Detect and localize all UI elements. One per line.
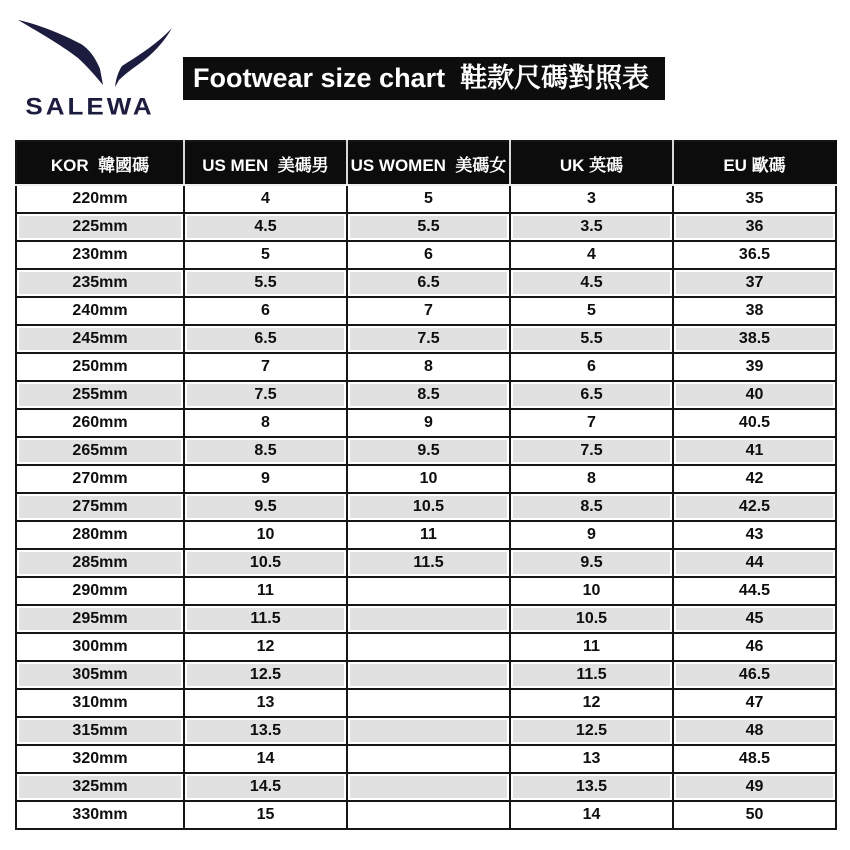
table-row (16, 185, 836, 213)
size-cell: 220mm (16, 185, 184, 213)
size-cell: 12.5 (184, 661, 347, 689)
size-cell (347, 605, 510, 633)
size-cell: 48 (673, 717, 836, 745)
size-cell: 11 (184, 577, 347, 605)
size-cell: 260mm (16, 409, 184, 437)
size-cell: 8 (184, 409, 347, 437)
size-cell: 47 (673, 689, 836, 717)
size-cell: 48.5 (673, 745, 836, 773)
salewa-logo (15, 8, 175, 122)
size-cell: 15 (184, 801, 347, 829)
size-cell: 7 (347, 297, 510, 325)
size-cell: 6 (510, 353, 673, 381)
size-cell: 4.5 (184, 213, 347, 241)
size-cell: 270mm (16, 465, 184, 493)
size-cell: 13.5 (510, 773, 673, 801)
size-cell: 250mm (16, 353, 184, 381)
table-row (16, 269, 836, 297)
table-row (16, 353, 836, 381)
size-cell: 295mm (16, 605, 184, 633)
size-cell: 330mm (16, 801, 184, 829)
size-cell: 5 (347, 185, 510, 213)
size-cell: 38 (673, 297, 836, 325)
size-cell: 5 (184, 241, 347, 269)
size-cell: 9.5 (184, 493, 347, 521)
table-row (16, 773, 836, 801)
size-cell: 9 (510, 521, 673, 549)
size-cell: 40 (673, 381, 836, 409)
column-header-eu: EU 歐碼 (673, 141, 836, 185)
table-row (16, 213, 836, 241)
size-cell: 9.5 (347, 437, 510, 465)
size-cell: 305mm (16, 661, 184, 689)
size-cell (347, 633, 510, 661)
size-cell (347, 745, 510, 773)
size-cell (347, 773, 510, 801)
size-cell: 35 (673, 185, 836, 213)
size-cell: 245mm (16, 325, 184, 353)
size-cell: 8 (347, 353, 510, 381)
size-cell: 240mm (16, 297, 184, 325)
size-cell: 14.5 (184, 773, 347, 801)
size-cell: 4 (184, 185, 347, 213)
size-cell: 44.5 (673, 577, 836, 605)
size-cell: 13.5 (184, 717, 347, 745)
size-cell: 280mm (16, 521, 184, 549)
column-header-kor: KOR 韓國碼 (16, 141, 184, 185)
table-row (16, 409, 836, 437)
size-cell: 12 (184, 633, 347, 661)
size-cell: 11.5 (184, 605, 347, 633)
size-cell: 5.5 (510, 325, 673, 353)
table-row (16, 577, 836, 605)
column-header-us-women: US WOMEN 美碼女 (347, 141, 510, 185)
size-cell: 14 (510, 801, 673, 829)
size-cell: 43 (673, 521, 836, 549)
size-cell: 230mm (16, 241, 184, 269)
size-cell: 40.5 (673, 409, 836, 437)
table-row (16, 521, 836, 549)
size-cell: 46.5 (673, 661, 836, 689)
size-cell: 3 (510, 185, 673, 213)
size-cell: 14 (184, 745, 347, 773)
table-row (16, 297, 836, 325)
size-cell: 10.5 (184, 549, 347, 577)
size-cell: 6 (184, 297, 347, 325)
table-row (16, 437, 836, 465)
size-cell: 320mm (16, 745, 184, 773)
table-row (16, 493, 836, 521)
size-cell: 310mm (16, 689, 184, 717)
size-cell: 41 (673, 437, 836, 465)
size-cell: 37 (673, 269, 836, 297)
table-row (16, 605, 836, 633)
size-cell: 315mm (16, 717, 184, 745)
size-cell: 275mm (16, 493, 184, 521)
size-cell: 290mm (16, 577, 184, 605)
size-cell: 12.5 (510, 717, 673, 745)
size-cell: 6 (347, 241, 510, 269)
table-row (16, 661, 836, 689)
header-row (16, 141, 836, 185)
table-row (16, 325, 836, 353)
size-cell: 265mm (16, 437, 184, 465)
size-cell: 4 (510, 241, 673, 269)
size-cell: 225mm (16, 213, 184, 241)
size-cell (347, 801, 510, 829)
size-cell: 9 (347, 409, 510, 437)
size-cell: 42.5 (673, 493, 836, 521)
size-cell: 285mm (16, 549, 184, 577)
table-row (16, 241, 836, 269)
size-cell: 7.5 (347, 325, 510, 353)
size-cell: 13 (184, 689, 347, 717)
size-cell: 8 (510, 465, 673, 493)
salewa-eagle-icon (15, 8, 175, 90)
size-cell: 38.5 (673, 325, 836, 353)
size-cell: 10.5 (347, 493, 510, 521)
size-cell: 3.5 (510, 213, 673, 241)
table-body (16, 185, 836, 829)
size-cell: 11.5 (347, 549, 510, 577)
size-cell: 8.5 (347, 381, 510, 409)
size-chart-table (15, 140, 837, 830)
size-cell (347, 577, 510, 605)
size-cell (347, 717, 510, 745)
size-cell: 5.5 (347, 213, 510, 241)
size-cell: 6.5 (184, 325, 347, 353)
size-cell: 11 (347, 521, 510, 549)
size-cell: 13 (510, 745, 673, 773)
size-cell: 6.5 (510, 381, 673, 409)
size-cell: 50 (673, 801, 836, 829)
size-cell: 49 (673, 773, 836, 801)
size-cell: 42 (673, 465, 836, 493)
page-title: Footwear size chart 鞋款尺碼對照表 (183, 57, 665, 100)
size-cell: 8.5 (184, 437, 347, 465)
size-cell: 235mm (16, 269, 184, 297)
size-cell: 45 (673, 605, 836, 633)
size-cell: 39 (673, 353, 836, 381)
table-row (16, 801, 836, 829)
size-cell: 5 (510, 297, 673, 325)
table-row (16, 717, 836, 745)
size-cell: 9.5 (510, 549, 673, 577)
size-cell: 5.5 (184, 269, 347, 297)
size-cell: 10 (510, 577, 673, 605)
size-cell: 10 (347, 465, 510, 493)
size-cell: 8.5 (510, 493, 673, 521)
size-cell: 44 (673, 549, 836, 577)
size-cell: 300mm (16, 633, 184, 661)
size-cell: 7 (510, 409, 673, 437)
table-row (16, 689, 836, 717)
size-cell: 11 (510, 633, 673, 661)
size-cell: 325mm (16, 773, 184, 801)
table-row (16, 633, 836, 661)
size-cell (347, 689, 510, 717)
size-cell: 36.5 (673, 241, 836, 269)
table-row (16, 745, 836, 773)
size-cell: 11.5 (510, 661, 673, 689)
size-cell: 6.5 (347, 269, 510, 297)
size-cell: 46 (673, 633, 836, 661)
size-cell: 10.5 (510, 605, 673, 633)
size-cell: 255mm (16, 381, 184, 409)
brand-wordmark: SALEWA (25, 92, 155, 120)
column-header-uk: UK 英碼 (510, 141, 673, 185)
size-cell: 7.5 (510, 437, 673, 465)
size-cell: 7 (184, 353, 347, 381)
table-row (16, 549, 836, 577)
size-cell: 12 (510, 689, 673, 717)
size-cell: 10 (184, 521, 347, 549)
size-cell: 36 (673, 213, 836, 241)
table-row (16, 465, 836, 493)
column-header-us-men: US MEN 美碼男 (184, 141, 347, 185)
table-row (16, 381, 836, 409)
size-cell: 9 (184, 465, 347, 493)
size-cell: 7.5 (184, 381, 347, 409)
size-cell: 4.5 (510, 269, 673, 297)
size-cell (347, 661, 510, 689)
